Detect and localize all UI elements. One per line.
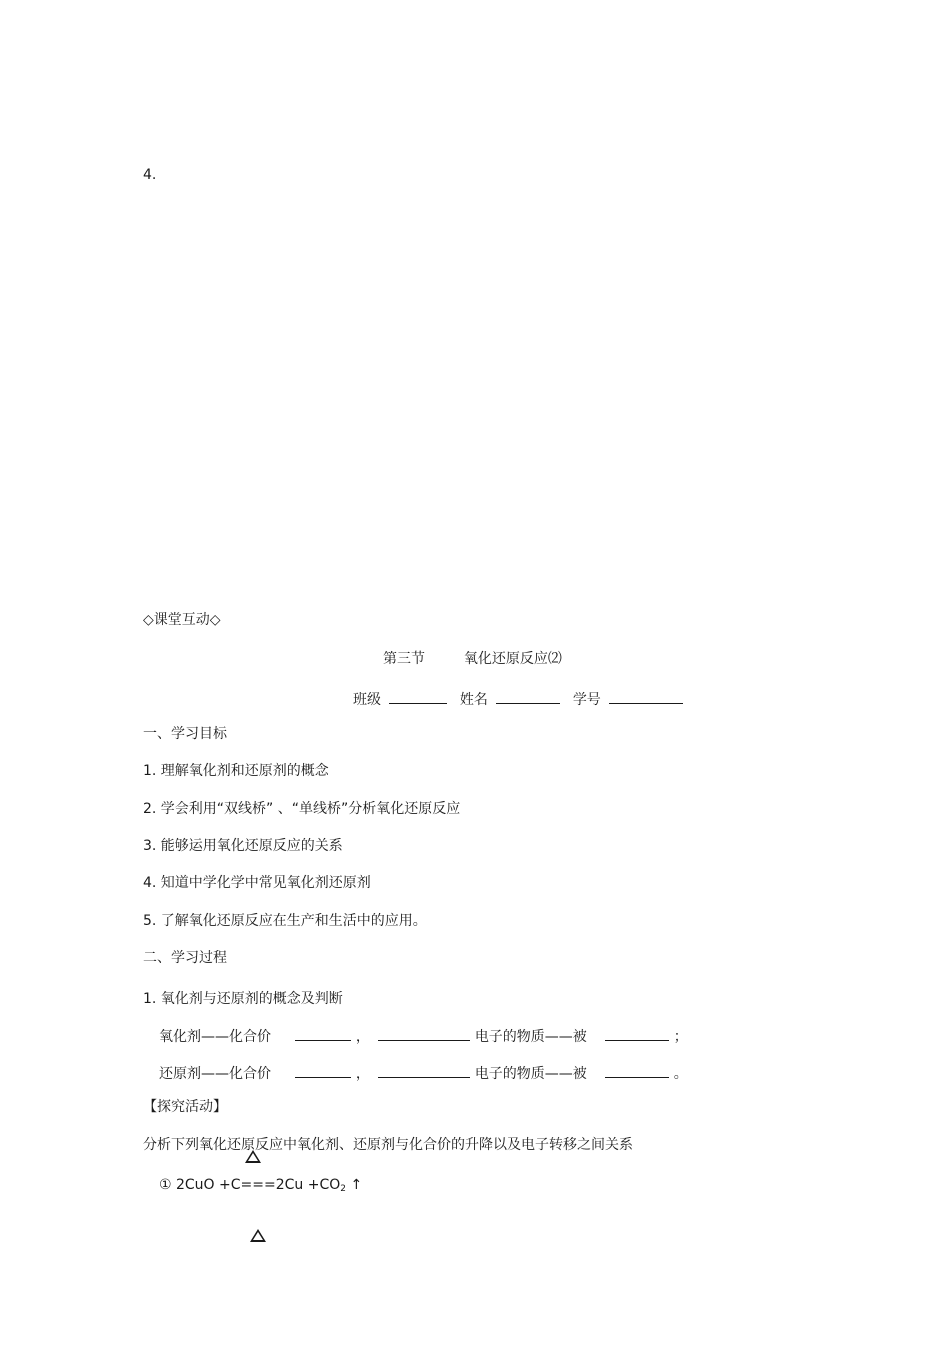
oxidant-mid: 电子的物质——被 <box>474 1029 587 1045</box>
name-blank[interactable] <box>496 688 560 704</box>
explore-heading: 【探究活动】 <box>143 1099 227 1115</box>
heating-triangle-icon <box>250 1229 266 1242</box>
student-info-form <box>353 688 683 709</box>
process-item-1: 1. 氧化剂与还原剂的概念及判断 <box>143 991 343 1007</box>
oxidant-definition-line <box>159 1025 688 1046</box>
reductant-label: 还原剂——化合价 <box>159 1066 271 1082</box>
title-topic: 氧化还原反应⑵ <box>463 651 562 667</box>
reaction-1-subscript: 2 <box>340 1184 346 1194</box>
id-label: 学号 <box>572 692 601 708</box>
title-section: 第三节 <box>383 651 425 667</box>
reductant-mid: 电子的物质——被 <box>474 1066 587 1082</box>
reductant-end: 。 <box>673 1066 688 1082</box>
goal-item: 3. 能够运用氧化还原反应的关系 <box>143 838 343 854</box>
name-label: 姓名 <box>459 692 488 708</box>
oxidant-end: ； <box>673 1029 688 1045</box>
heating-triangle-icon <box>245 1150 261 1163</box>
top-number: 4. <box>143 167 157 183</box>
reductant-result-blank[interactable] <box>605 1062 669 1078</box>
reductant-electron-blank[interactable] <box>378 1062 470 1078</box>
page-title <box>383 650 562 668</box>
goal-item: 4. 知道中学化学中常见氧化剂还原剂 <box>143 875 371 891</box>
goal-item: 2. 学会利用“双线桥” 、“单线桥”分析氧化还原反应 <box>143 801 461 817</box>
goal-item: 1. 理解氧化剂和还原剂的概念 <box>143 763 329 779</box>
id-blank[interactable] <box>609 688 683 704</box>
reaction-equation-1 <box>159 1176 362 1198</box>
oxidant-label: 氧化剂——化合价 <box>159 1029 271 1045</box>
reductant-sep: ， <box>355 1066 370 1082</box>
class-blank[interactable] <box>389 688 447 704</box>
process-heading: 二、学习过程 <box>143 950 227 966</box>
reaction-1-text: ① 2CuO +C===2Cu +CO <box>159 1177 341 1193</box>
oxidant-valence-blank[interactable] <box>295 1025 351 1041</box>
gas-arrow-icon: ↑ <box>350 1177 363 1193</box>
class-label: 班级 <box>353 692 381 708</box>
oxidant-sep: ， <box>355 1029 370 1045</box>
explore-instruction: 分析下列氧化还原反应中氧化剂、还原剂与化合价的升降以及电子转移之间关系 <box>143 1137 633 1153</box>
goal-item: 5. 了解氧化还原反应在生产和生活中的应用。 <box>143 913 427 929</box>
goals-heading: 一、学习目标 <box>143 726 227 742</box>
oxidant-electron-blank[interactable] <box>378 1025 470 1041</box>
section-label: ◇课堂互动◇ <box>143 612 221 628</box>
reductant-definition-line <box>159 1062 688 1083</box>
oxidant-result-blank[interactable] <box>605 1025 669 1041</box>
reductant-valence-blank[interactable] <box>295 1062 351 1078</box>
